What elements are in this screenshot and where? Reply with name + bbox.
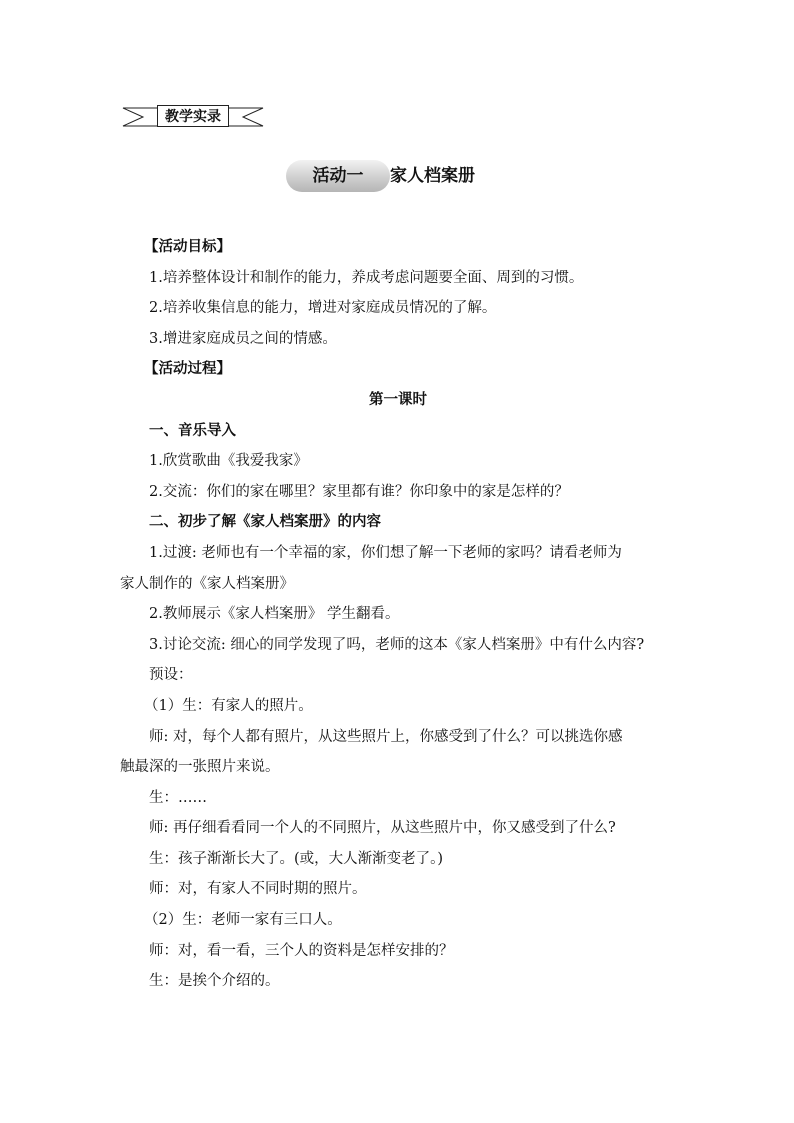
text-line: 生：孩子渐渐长大了。(或，大人渐渐变老了。) xyxy=(149,850,444,867)
text-line: 二、初步了解《家人档案册》的内容 xyxy=(149,513,381,531)
activity-tag: 活动一 xyxy=(286,160,390,192)
text-line: 3.增进家庭成员之间的情感。 xyxy=(149,330,337,347)
text-line: 师：对，看一看，三个人的资料是怎样安排的？ xyxy=(149,942,454,959)
text-line: 生：…… xyxy=(149,789,207,806)
text-line: 2.交流：你们的家在哪里？家里都有谁？你印象中的家是怎样的？ xyxy=(149,483,569,500)
section-banner xyxy=(121,104,265,130)
text-line: 预设： xyxy=(149,667,193,684)
text-line: 2.教师展示《家人档案册》 学生翻看。 xyxy=(149,606,400,623)
text-line: 家人制作的《家人档案册》 xyxy=(120,575,294,592)
text-line: 【活动目标】 xyxy=(144,238,231,255)
text-line: 师：对，有家人不同时期的照片。 xyxy=(149,881,367,898)
activity-title xyxy=(286,158,526,194)
text-line: （1）生：有家人的照片。 xyxy=(144,697,313,714)
text-line: （2）生：老师一家有三口人。 xyxy=(144,912,342,929)
text-line: 1.培养整体设计和制作的能力，养成考虑问题要全面、周到的习惯。 xyxy=(149,269,584,286)
text-line: 第一课时 xyxy=(369,390,427,408)
text-line: 1.欣赏歌曲《我爱我家》 xyxy=(149,453,308,470)
text-line: 师: 再仔细看看同一个人的不同照片，从这些照片中，你又感受到了什么? xyxy=(149,820,616,837)
activity-name: 家人档案册 xyxy=(390,166,475,186)
text-line: 【活动过程】 xyxy=(144,360,231,378)
text-line: 生：是挨个介绍的。 xyxy=(149,973,280,990)
text-line: 师: 对，每个人都有照片，从这些照片上，你感受到了什么？可以挑选你感 xyxy=(149,728,623,745)
banner-label: 教学实录 xyxy=(157,105,229,127)
text-line: 2.培养收集信息的能力，增进对家庭成员情况的了解。 xyxy=(149,300,497,317)
text-line: 3.讨论交流: 细心的同学发现了吗，老师的这本《家人档案册》中有什么内容? xyxy=(149,636,645,653)
text-line: 触最深的一张照片来说。 xyxy=(120,759,280,776)
text-line: 一、音乐导入 xyxy=(149,421,236,439)
text-line: 1.过渡: 老师也有一个幸福的家，你们想了解一下老师的家吗？请看老师为 xyxy=(149,544,622,561)
document-body xyxy=(120,232,676,997)
